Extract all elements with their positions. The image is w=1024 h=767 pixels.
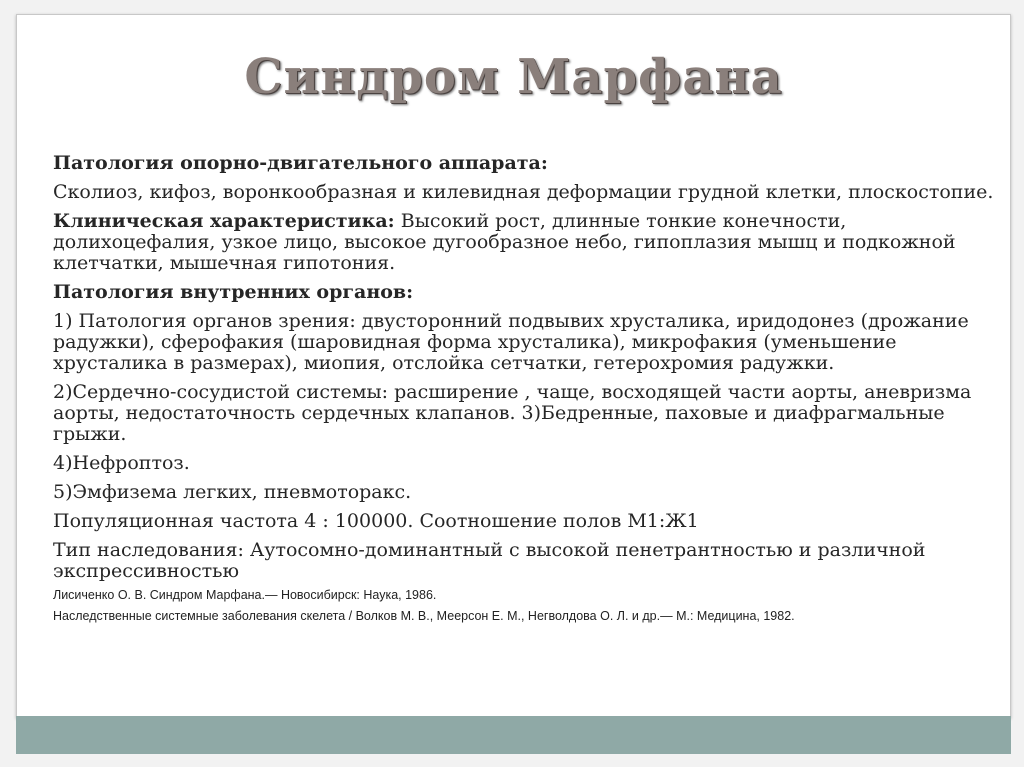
musculoskeletal-heading-text: Патология опорно-двигательного аппарата: — [53, 152, 548, 174]
clinical-paragraph — [53, 211, 1003, 274]
item-nephroptosis: 4)Нефроптоз. — [53, 452, 190, 474]
musculoskeletal-text: Сколиоз, кифоз, воронкообразная и килевидная деформации грудной клетки, плоскостопие. — [53, 181, 994, 203]
inheritance-type: Тип наследования: Аутосомно-доминантный с высокой пенетрантностью и различной экспрессивностью — [53, 539, 926, 582]
reference-1: Лисиченко О. В. Синдром Марфана.— Новосибирск: Наука, 1986. — [53, 588, 437, 602]
internal-heading-text: Патология внутренних органов: — [53, 281, 414, 303]
item-eyes: 1) Патология органов зрения: двусторонний подвывих хрусталика, иридодонез (дрожание радужки), сферофакия (шаровидная форма хрусталика), микрофакия (уменьшение хрусталика в размерах), миопия, отслойка сетчатки, гетерохромия радужки. — [53, 310, 969, 374]
item-emphysema: 5)Эмфизема легких, пневмоторакс. — [53, 481, 412, 503]
musculoskeletal-heading — [53, 153, 1003, 174]
slide-content — [53, 153, 1003, 624]
population-frequency: Популяционная частота 4 : 100000. Соотношение полов М1:Ж1 — [53, 510, 699, 532]
clinical-heading: Клиническая характеристика: — [53, 210, 395, 232]
slide-frame — [16, 14, 1011, 718]
bottom-bar — [16, 716, 1011, 754]
clinical-text: Высокий рост, длинные тонкие конечности, долихоцефалия, узкое лицо, высокое дугообразное небо, гипоплазия мышц и подкожной клетчатки, мышечная гипотония. — [53, 210, 956, 274]
item-cardiovascular: 2)Сердечно-сосудистой системы: расширение , чаще, восходящей части аорты, аневризма аорты, недостаточность сердечных клапанов. 3)Бедренные, паховые и диафрагмальные грыжи. — [53, 381, 972, 445]
slide-title: Синдром Марфана — [244, 49, 783, 105]
internal-heading — [53, 282, 1003, 303]
reference-2: Наследственные системные заболевания скелета / Волков М. В., Меерсон Е. М., Негволдова О. Л. и др.— М.: Медицина, 1982. — [53, 609, 795, 623]
